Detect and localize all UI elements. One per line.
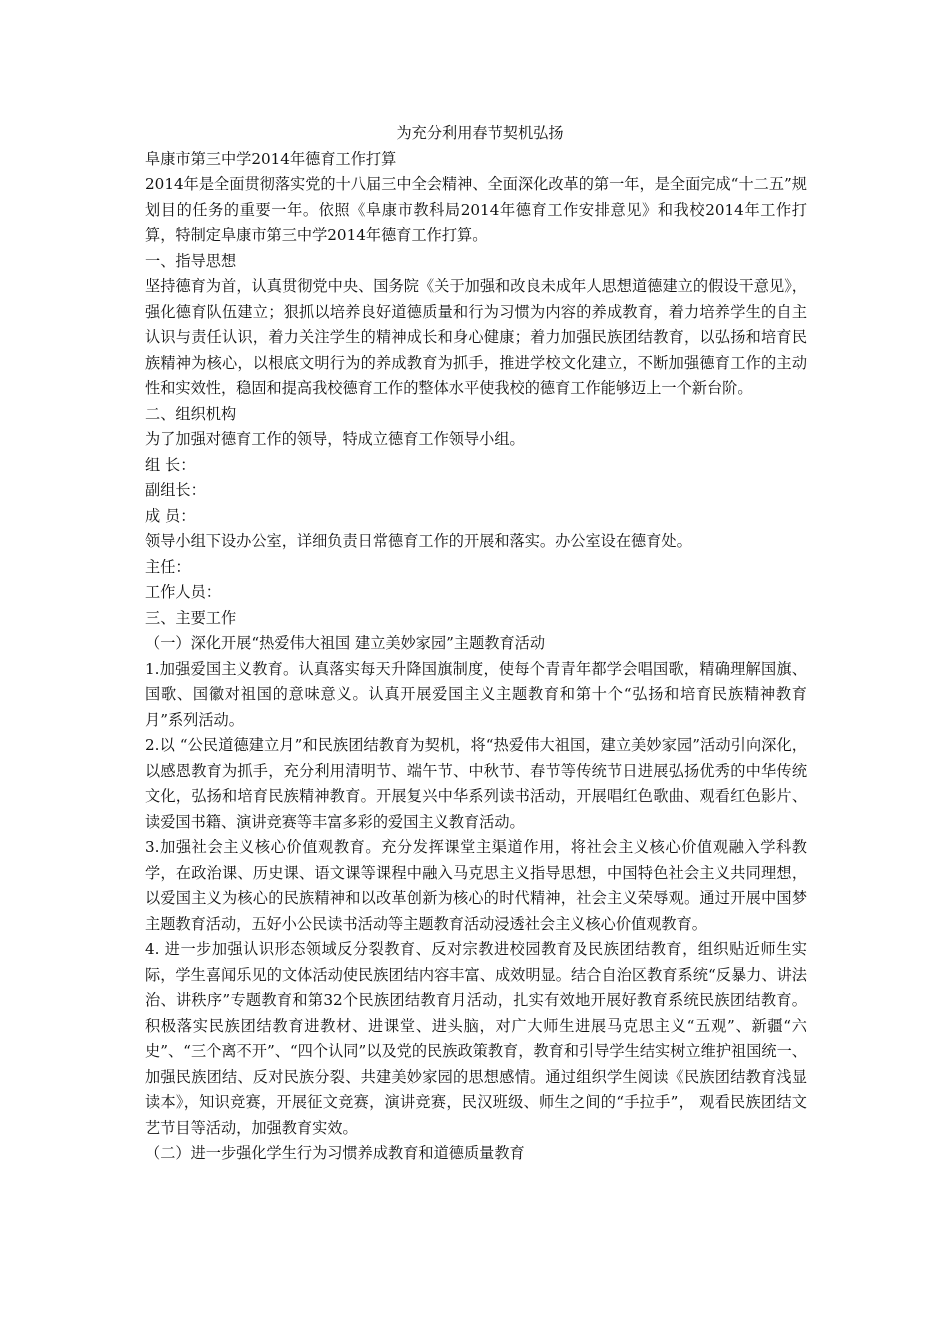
intro-paragraph: 2014年是全面贯彻落实党的十八届三中全会精神、全面深化改革的第一年，是全面完成“十二五”规划目的任务的重要一年。依照《阜康市教科局2014年德育工作安排意见》和我校2014年工作打算，特制定阜康市第三中学2014年德育工作打算。 [145,175,807,244]
subsection-heading-2: （二）进一步强化学生行为习惯养成教育和道德质量教育 [145,1144,525,1162]
team-leader-line: 组 长： [145,455,196,474]
deputy-leader-line: 副组长： [145,481,206,499]
members-line: 成 员： [145,506,196,525]
work-item-4: 4. 进一步加强认识形态领域反分裂教育、反对宗教进校园教育及民族团结教育，组织贴近师生实际，学生喜闻乐见的文体活动使民族团结内容丰富、成效明显。结合自治区教育系统“反暴力、讲法治、讲秩序”专题教育和第32个民族团结教育月活动，扎实有效地开展好教育系统民族团结教育。积极落实民族团结教育进教材、进课堂、进头脑，对广大师生进展马克思主义“五观”、新疆“六史”、“三个离不开”、“四个认同”以及党的民族政策教育，教育和引导学生结实树立维护祖国统一、加强民族团结、反对民族分裂、共建美妙家园的思想感情。通过组织学生阅读《民族团结教育浅显读本》，知识竞赛，开展征文竞赛，演讲竞赛，民汉班级、师生之间的“手拉手”， 观看民族团结文艺节目等活动，加强教育实效。 [145,940,807,1137]
section-heading-main-work: 三、主要工作 [145,608,237,627]
work-item-3: 3.加强社会主义核心价值观教育。充分发挥课堂主渠道作用，将社会主义核心价值观融入学科教学，在政治课、历史课、语文课等课程中融入马克思主义指导思想，中国特色社会主义共同理想，以爱国主义为核心的民族精神和以改革创新为核心的时代精神，社会主义荣辱观。通过开展中国梦主题教育活动，五好小公民读书活动等主题教育活动浸透社会主义核心价值观教育。 [145,838,807,933]
document-subtitle: 阜康市第三中学2014年德育工作打算 [145,149,397,168]
staff-line: 工作人员： [145,583,221,601]
guiding-ideology-paragraph: 坚持德育为首，认真贯彻党中央、国务院《关于加强和改良未成年人思想道德建立的假设干意见》，强化德育队伍建立；狠抓以培养良好道德质量和行为习惯为内容的养成教育，着力培养学生的自主认识与责任认识，着力关注学生的精神成长和身心健康；着力加强民族团结教育，以弘扬和培育民族精神为核心，以根底文明行为的养成教育为抓手，推进学校文化建立，不断加强德育工作的主动性和实效性，稳固和提高我校德育工作的整体水平使我校的德育工作能够迈上一个新台阶。 [145,277,807,397]
document-page [145,121,807,1167]
office-paragraph: 领导小组下设办公室，详细负责日常德育工作的开展和落实。办公室设在德育处。 [145,532,692,550]
subsection-heading-1: （一）深化开展“热爱伟大祖国 建立美妙家园”主题教育活动 [145,634,546,652]
director-line: 主任： [145,557,191,576]
work-item-1: 1.加强爱国主义教育。认真落实每天升降国旗制度，使每个青青年都学会唱国歌，精确理解国旗、国歌、国徽对祖国的意味意义。认真开展爱国主义主题教育和第十个“弘扬和培育民族精神教育月”系列活动。 [145,659,807,729]
organization-paragraph: 为了加强对德育工作的领导，特成立德育工作领导小组。 [145,430,525,448]
section-heading-guiding-ideology: 一、指导思想 [145,251,237,270]
work-item-2: 2.以 “公民道德建立月”和民族团结教育为契机，将“热爱伟大祖国，建立美妙家园”活动引向深化，以感恩教育为抓手，充分利用清明节、端午节、中秋节、春节等传统节日进展弘扬优秀的中华传统文化，弘扬和培育民族精神教育。开展复兴中华系列读书活动，开展唱红色歌曲、观看红色影片、读爱国书籍、演讲竞赛等丰富多彩的爱国主义教育活动。 [145,736,807,831]
document-title: 为充分利用春节契机弘扬 [396,124,564,142]
section-heading-organization: 二、组织机构 [145,404,237,423]
